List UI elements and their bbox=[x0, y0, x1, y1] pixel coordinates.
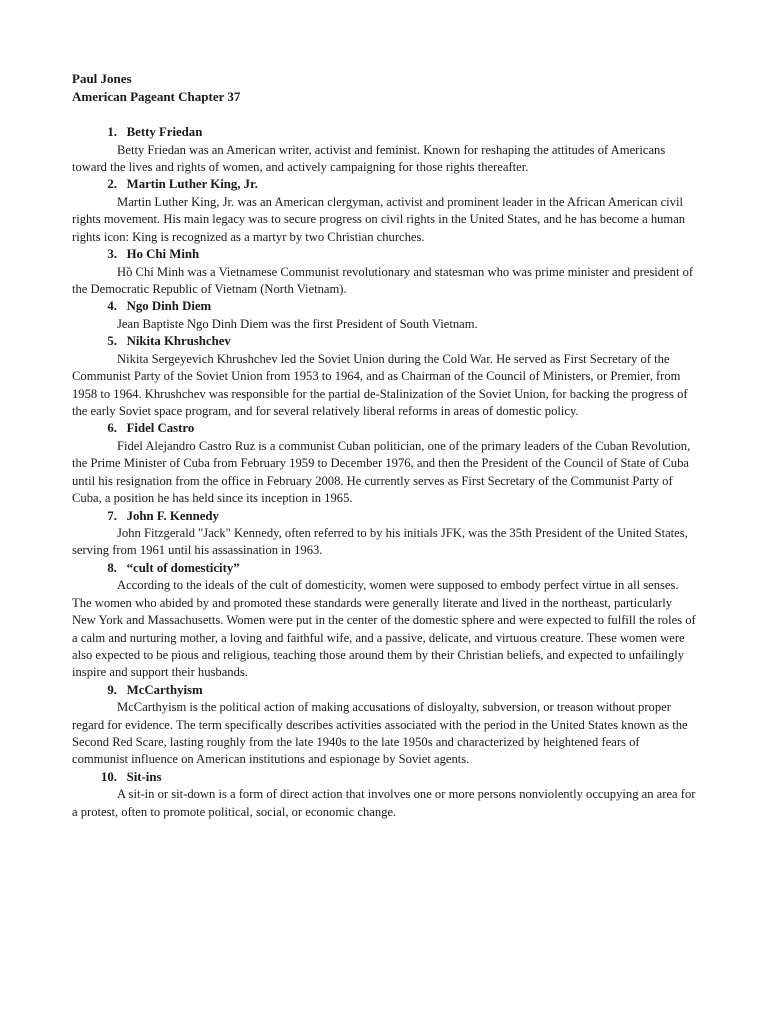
list-item bbox=[72, 298, 696, 333]
term-definition: Hồ Chí Minh was a Vietnamese Communist revolutionary and statesman who was prime minister and president of the Democratic Republic of Vietnam (North Vietnam). bbox=[72, 264, 694, 296]
list-item bbox=[72, 124, 696, 176]
list-item bbox=[72, 682, 696, 769]
item-number: 1. bbox=[107, 125, 117, 139]
list-item bbox=[72, 769, 696, 821]
term-heading bbox=[72, 769, 696, 787]
term-label: Nikita Khrushchev bbox=[126, 334, 231, 349]
term-label: Betty Friedan bbox=[126, 125, 203, 139]
list-item bbox=[72, 420, 696, 507]
term-definition: According to the ideals of the cult of domesticity, women were supposed to embody perfect virtue in all senses. The women who abided by and promoted these standards were generally literate and lived in the northeast, particularly New York and Massachusetts. Women were put in the center of the domestic sphere and were expected to fulfill the roles of a calm and nurturing mother, a loving and faithful wife, and a passive, delicate, and virtuous creature. These women were also expected to be pious and religious, teaching those around them by their Christian beliefs, and expected to unfailingly inspire and support their husbands. bbox=[72, 578, 696, 680]
document-page bbox=[72, 70, 696, 821]
item-number: 7. bbox=[107, 508, 117, 523]
term-label: Sit-ins bbox=[126, 769, 162, 784]
term-list bbox=[72, 124, 696, 821]
list-item bbox=[72, 246, 696, 298]
term-definition: A sit-in or sit-down is a form of direct action that involves one or more persons nonviolently occupying an area for a protest, often to promote political, social, or economic change. bbox=[72, 787, 696, 819]
item-number: 3. bbox=[107, 247, 117, 262]
item-number: 9. bbox=[107, 682, 117, 697]
item-number: 2. bbox=[107, 177, 117, 192]
term-label: McCarthyism bbox=[126, 682, 203, 697]
term-definition: Betty Friedan was an American writer, activist and feminist. Known for reshaping the attitudes of Americans toward the lives and rights of women, and actively campaigning for those rights thereafter. bbox=[72, 142, 666, 174]
term-definition: Martin Luther King, Jr. was an American clergyman, activist and prominent leader in the African American civil rights movement. His main legacy was to secure progress on civil rights in the United States, and he has become a human rights icon: King is recognized as a martyr by two Christian churches. bbox=[72, 194, 686, 244]
term-label: Ngo Dinh Diem bbox=[126, 299, 212, 314]
header-spacer bbox=[72, 106, 696, 124]
item-number: 4. bbox=[107, 299, 117, 314]
list-item bbox=[72, 333, 696, 420]
term-heading bbox=[72, 682, 696, 700]
term-label: Fidel Castro bbox=[126, 421, 195, 436]
term-heading bbox=[72, 124, 696, 142]
term-label: Martin Luther King, Jr. bbox=[126, 177, 258, 192]
term-label: John F. Kennedy bbox=[126, 508, 219, 523]
author-name: Paul Jones bbox=[72, 71, 132, 86]
term-heading bbox=[72, 246, 696, 264]
item-number: 10. bbox=[101, 769, 117, 784]
term-definition: McCarthyism is the political action of making accusations of disloyalty, subversion, or treason without proper regard for evidence. The term specifically describes activities associated with the period in the United States known as the Second Red Scare, lasting roughly from the late 1940s to the late 1950s and characterized by heightened fears of communist influence on American institutions and espionage by Soviet agents. bbox=[72, 700, 688, 767]
term-heading bbox=[72, 298, 696, 316]
list-item bbox=[72, 560, 696, 682]
item-number: 8. bbox=[107, 560, 117, 575]
term-definition: Jean Baptiste Ngo Dinh Diem was the first President of South Vietnam. bbox=[117, 316, 478, 331]
list-item bbox=[72, 508, 696, 560]
term-heading bbox=[72, 176, 696, 194]
term-heading bbox=[72, 508, 696, 526]
term-definition: Fidel Alejandro Castro Ruz is a communist Cuban politician, one of the primary leaders of the Cuban Revolution, the Prime Minister of Cuba from February 1959 to December 1976, and then the President of the Council of State of Cuba until his resignation from the office in February 2008. He currently serves as First Secretary of the Communist Party of Cuba, a position he has held since its inception in 1965. bbox=[72, 438, 691, 506]
term-definition: John Fitzgerald "Jack" Kennedy, often referred to by his initials JFK, was the 35th President of the United States, serving from 1961 until his assassination in 1963. bbox=[72, 526, 688, 558]
term-definition: Nikita Sergeyevich Khrushchev led the Soviet Union during the Cold War. He served as First Secretary of the Communist Party of the Soviet Union from 1953 to 1964, and as Chairman of the Council of Ministers, or Premier, from 1958 to 1964. Khrushchev was responsible for the partial de-Stalinization of the Soviet Union, for backing the progress of the early Soviet space program, and for several relatively liberal reforms in areas of domestic policy. bbox=[72, 351, 688, 418]
term-label: Ho Chi Minh bbox=[126, 247, 200, 262]
item-number: 6. bbox=[107, 421, 117, 436]
term-heading bbox=[72, 560, 696, 578]
item-number: 5. bbox=[107, 334, 117, 349]
document-title: American Pageant Chapter 37 bbox=[72, 89, 241, 104]
term-label: “cult of domesticity” bbox=[126, 560, 240, 575]
list-item bbox=[72, 176, 696, 246]
term-heading bbox=[72, 420, 696, 438]
term-heading bbox=[72, 333, 696, 351]
